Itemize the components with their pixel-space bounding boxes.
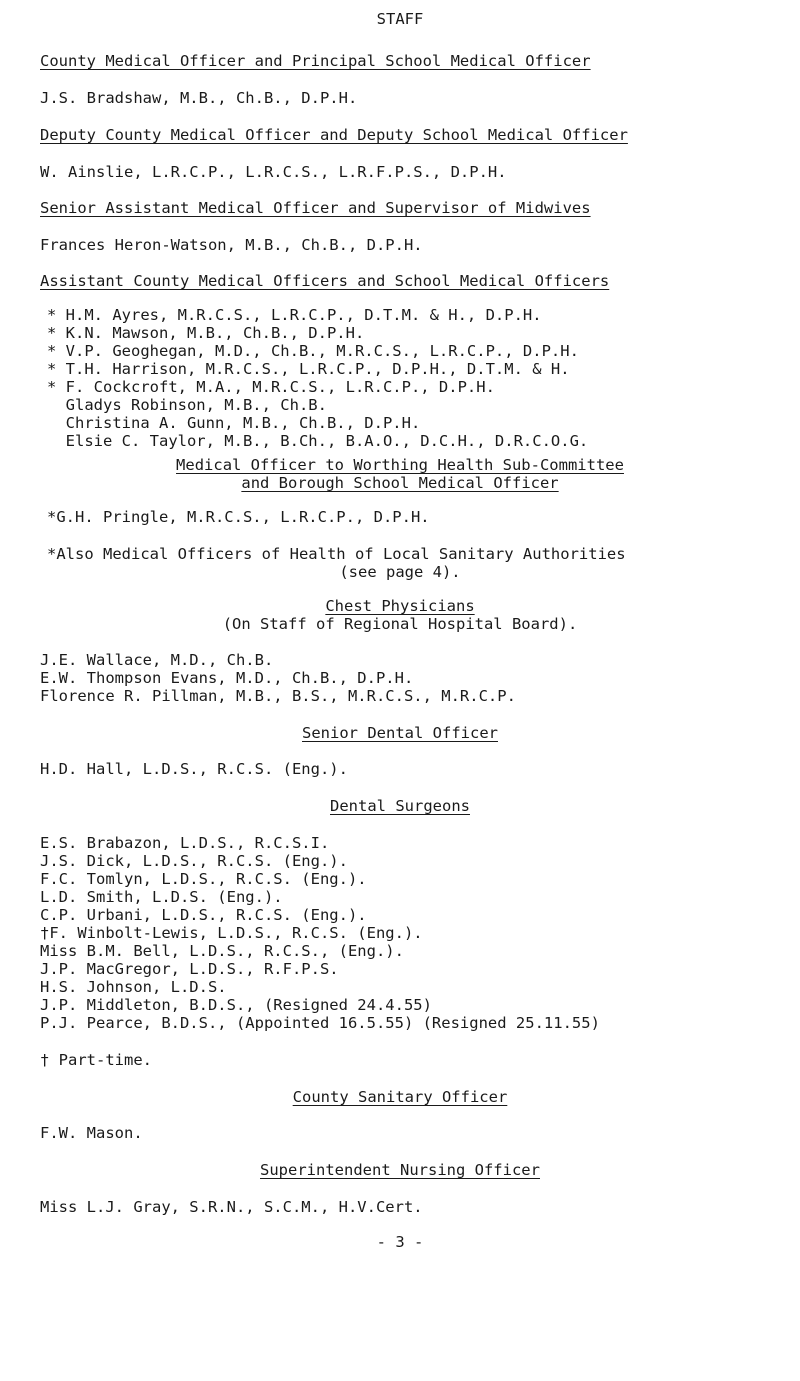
heading-county-medical-officer: County Medical Officer and Principal School Medical Officer bbox=[40, 52, 591, 70]
staff-entry: Florence R. Pillman, M.B., B.S., M.R.C.S., M.R.C.P. bbox=[40, 687, 516, 705]
staff-entry: * V.P. Geoghegan, M.D., Ch.B., M.R.C.S., L.R.C.P., D.P.H. bbox=[47, 342, 579, 360]
staff-entry: * K.N. Mawson, M.B., Ch.B., D.P.H. bbox=[47, 324, 365, 342]
footnote-part-time: † Part-time. bbox=[40, 1051, 152, 1069]
staff-entry: C.P. Urbani, L.D.S., R.C.S. (Eng.). bbox=[40, 906, 367, 924]
staff-entry: L.D. Smith, L.D.S. (Eng.). bbox=[40, 888, 283, 906]
heading-dental-surgeons: Dental Surgeons bbox=[330, 797, 470, 815]
staff-entry: F.W. Mason. bbox=[40, 1124, 143, 1142]
staff-entry: * F. Cockcroft, M.A., M.R.C.S., L.R.C.P., D.P.H. bbox=[47, 378, 495, 396]
staff-entry: F.C. Tomlyn, L.D.S., R.C.S. (Eng.). bbox=[40, 870, 367, 888]
heading-chest-physicians: Chest Physicians bbox=[325, 597, 475, 615]
heading-superintendent-nursing-officer: Superintendent Nursing Officer bbox=[260, 1161, 540, 1179]
staff-entry: H.D. Hall, L.D.S., R.C.S. (Eng.). bbox=[40, 760, 348, 778]
staff-entry: †F. Winbolt-Lewis, L.D.S., R.C.S. (Eng.). bbox=[40, 924, 423, 942]
footnote-asterisk-continued: (see page 4). bbox=[339, 563, 461, 581]
heading-assistant-medical-officers: Assistant County Medical Officers and School Medical Officers bbox=[40, 272, 610, 290]
staff-entry: *G.H. Pringle, M.R.C.S., L.R.C.P., D.P.H. bbox=[47, 508, 430, 526]
subheading-chest-physicians: (On Staff of Regional Hospital Board). bbox=[222, 615, 578, 633]
staff-entry: Christina A. Gunn, M.B., Ch.B., D.P.H. bbox=[47, 414, 421, 432]
staff-entry: P.J. Pearce, B.D.S., (Appointed 16.5.55) (Resigned 25.11.55) bbox=[40, 1014, 600, 1032]
staff-entry: E.W. Thompson Evans, M.D., Ch.B., D.P.H. bbox=[40, 669, 414, 687]
staff-entry: J.S. Bradshaw, M.B., Ch.B., D.P.H. bbox=[40, 89, 358, 107]
page-number: - 3 - bbox=[376, 1233, 424, 1251]
heading-worthing-medical-officer-continued: and Borough School Medical Officer bbox=[241, 474, 559, 492]
staff-entry: J.S. Dick, L.D.S., R.C.S. (Eng.). bbox=[40, 852, 348, 870]
staff-entry: Miss B.M. Bell, L.D.S., R.C.S., (Eng.). bbox=[40, 942, 404, 960]
staff-entry: H.S. Johnson, L.D.S. bbox=[40, 978, 227, 996]
staff-entry: J.P. MacGregor, L.D.S., R.F.P.S. bbox=[40, 960, 339, 978]
staff-entry: E.S. Brabazon, L.D.S., R.C.S.I. bbox=[40, 834, 330, 852]
staff-entry: J.P. Middleton, B.D.S., (Resigned 24.4.55) bbox=[40, 996, 432, 1014]
staff-entry: Frances Heron-Watson, M.B., Ch.B., D.P.H. bbox=[40, 236, 423, 254]
staff-entry: * H.M. Ayres, M.R.C.S., L.R.C.P., D.T.M. & H., D.P.H. bbox=[47, 306, 542, 324]
staff-entry: Elsie C. Taylor, M.B., B.Ch., B.A.O., D.C.H., D.R.C.O.G. bbox=[47, 432, 589, 450]
staff-entry: * T.H. Harrison, M.R.C.S., L.R.C.P., D.P.H., D.T.M. & H. bbox=[47, 360, 570, 378]
heading-senior-dental-officer: Senior Dental Officer bbox=[302, 724, 498, 742]
heading-senior-assistant-medical-officer: Senior Assistant Medical Officer and Supervisor of Midwives bbox=[40, 199, 591, 217]
heading-deputy-medical-officer: Deputy County Medical Officer and Deputy School Medical Officer bbox=[40, 126, 628, 144]
staff-entry: W. Ainslie, L.R.C.P., L.R.C.S., L.R.F.P.S., D.P.H. bbox=[40, 163, 507, 181]
heading-county-sanitary-officer: County Sanitary Officer bbox=[292, 1088, 508, 1106]
page-title: STAFF bbox=[376, 10, 424, 28]
staff-entry: J.E. Wallace, M.D., Ch.B. bbox=[40, 651, 274, 669]
heading-worthing-medical-officer: Medical Officer to Worthing Health Sub-Committee bbox=[176, 456, 624, 474]
footnote-asterisk: *Also Medical Officers of Health of Local Sanitary Authorities bbox=[47, 545, 626, 563]
staff-entry: Gladys Robinson, M.B., Ch.B. bbox=[47, 396, 327, 414]
staff-entry: Miss L.J. Gray, S.R.N., S.C.M., H.V.Cert. bbox=[40, 1198, 423, 1216]
